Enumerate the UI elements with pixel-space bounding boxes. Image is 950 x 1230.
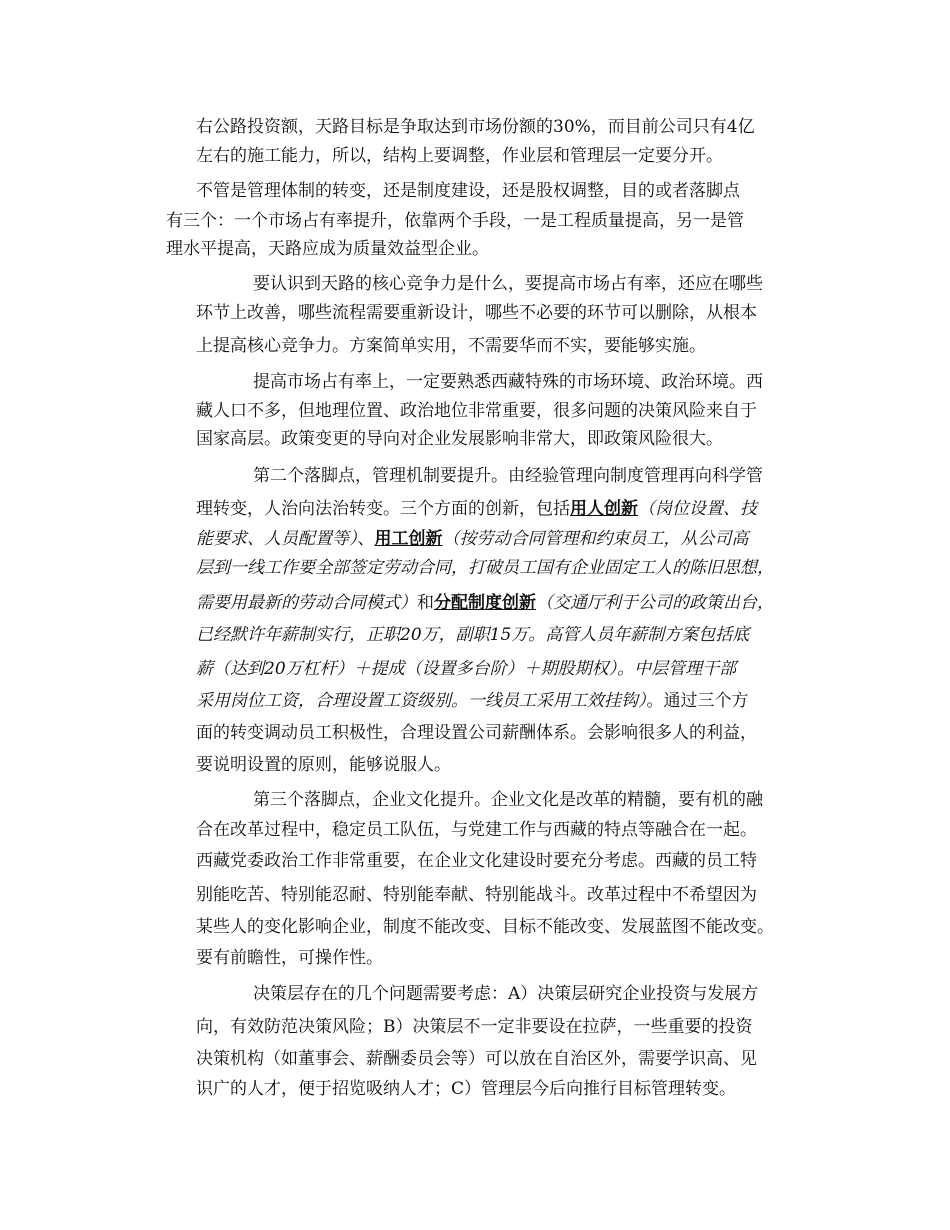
italic-note: （交通厅利于公司的政策出台， — [536, 593, 774, 613]
text-run: 提高市场占有率上，一定要熟悉西藏特殊的市场环境、政治环境。西 — [253, 372, 763, 392]
paragraph-line — [196, 658, 736, 680]
text-run: 环节上改善，哪些流程需要重新设计，哪些不必要的环节可以删除，从根本 — [196, 303, 757, 323]
italic-note: 薪（达到20万杠杆）＋提成（设置多台阶）＋期股期权）。中层管理干部 — [196, 659, 737, 679]
paragraph-line — [196, 1078, 736, 1100]
text-run: 识广的人才，便于招览吸纳人才；C）管理层今后向推行目标管理转变。 — [196, 1079, 737, 1099]
paragraph-line — [196, 335, 706, 357]
text-run: 西藏党委政治工作非常重要，在企业文化建设时要充分考虑。西藏的员工特 — [196, 851, 757, 871]
italic-note: 需要用最新的劳动合同模式） — [196, 593, 417, 613]
text-run: 第二个落脚点，管理机制要提升。由经验管理向制度管理再向科学管 — [253, 466, 763, 486]
paragraph-line — [196, 428, 723, 450]
paragraph-line — [196, 145, 723, 167]
text-run: 第三个落脚点，企业文化提升。企业文化是改革的精髓，要有机的融 — [253, 790, 763, 810]
paragraph-line — [196, 528, 749, 550]
text-run: 上提高核心竞争力。方案简单实用，不需要华而不实，要能够实施。 — [196, 336, 706, 356]
text-run: 要说明设置的原则，能够说服人。 — [196, 755, 451, 775]
italic-note: （按劳动合同管理和约束员工，从公司高 — [442, 529, 749, 549]
paragraph-line — [196, 302, 757, 324]
text-run: 、 — [357, 529, 375, 549]
text-run: 面的转变调动员工积极性，合理设置公司薪酬体系。会影响很多人的利益， — [196, 723, 757, 743]
paragraph-line — [253, 465, 763, 487]
text-run: 。通过三个方 — [646, 691, 749, 711]
paragraph-line — [253, 983, 758, 1005]
paragraph-line — [196, 690, 749, 712]
paragraph-line — [196, 819, 757, 841]
paragraph-line — [196, 884, 757, 906]
text-run: 有三个：一个市场占有率提升，依靠两个手段，一是工程质量提高，另一是管 — [166, 211, 744, 231]
paragraph-line — [196, 624, 749, 646]
text-run: 别能吃苦、特别能忍耐、特别能奉献、特别能战斗。改革过程中不希望因为 — [196, 885, 757, 905]
paragraph-line — [196, 1016, 753, 1038]
text-run: 不管是管理体制的转变，还是制度建设，还是股权调整，目的或者落脚点 — [196, 181, 740, 201]
text-run: 理水平提高，天路应成为质量效益型企业。 — [166, 239, 489, 259]
text-run: 藏人口不多，但地理位置、政治地位非常重要，很多问题的决策风险来自于 — [196, 401, 757, 421]
underlined-term: 用工创新 — [374, 529, 443, 549]
paragraph-line — [253, 789, 763, 811]
italic-note: 已经默许年薪制实行，正职20万，副职15万。高管人员年薪制方案包括底 — [196, 625, 750, 645]
paragraph-line — [196, 916, 774, 938]
text-run: 某些人的变化影响企业，制度不能改变、目标不能改变、发展蓝图不能改变。 — [196, 917, 774, 937]
text-run: 要认识到天路的核心竞争力是什么，要提高市场占有率，还应在哪些 — [253, 274, 763, 294]
text-run: 决策机构（如董事会、薪酬委员会等）可以放在自治区外，需要学识高、见 — [196, 1049, 757, 1069]
paragraph-line — [166, 238, 489, 260]
paragraph-line — [196, 400, 757, 422]
paragraph-line — [166, 210, 744, 232]
paragraph-line — [196, 850, 757, 872]
paragraph-line — [196, 1048, 757, 1070]
text-run: 合在改革过程中，稳定员工队伍，与党建工作与西藏的特点等融合在一起。 — [196, 820, 757, 840]
italic-note: 能要求、人员配置等） — [196, 529, 358, 549]
paragraph-line — [196, 947, 383, 969]
text-run: 要有前瞻性，可操作性。 — [196, 948, 383, 968]
paragraph-line — [196, 722, 757, 744]
underlined-term: 用人创新 — [570, 499, 638, 519]
text-run: 国家高层。政策变更的导向对企业发展影响非常大，即政策风险很大。 — [196, 429, 723, 449]
paragraph-line — [196, 116, 755, 138]
text-run: 右公路投资额，天路目标是争取达到市场份额的30%，而目前公司只有4亿 — [196, 117, 755, 137]
paragraph-line — [196, 557, 774, 579]
paragraph-line — [196, 592, 774, 614]
italic-note: 采用岗位工资，合理设置工资级别。一线员工采用工效挂钩） — [196, 691, 647, 711]
text-run: 左右的施工能力，所以，结构上要调整，作业层和管理层一定要分开。 — [196, 146, 723, 166]
text-run: 理转变，人治向法治转变。三个方面的创新，包括 — [196, 499, 570, 519]
italic-note: （岗位设置、技 — [638, 499, 757, 519]
paragraph-line — [196, 180, 740, 202]
italic-note: 层到一线工作要全部签定劳动合同，打破员工国有企业固定工人的陈旧思想， — [196, 558, 774, 578]
text-run: 向，有效防范决策风险；B）决策层不一定非要设在拉萨，一些重要的投资 — [196, 1017, 753, 1037]
text-run: 和 — [417, 593, 434, 613]
text-run: 决策层存在的几个问题需要考虑：A）决策层研究企业投资与发展方 — [253, 984, 759, 1004]
paragraph-line — [253, 273, 763, 295]
paragraph-line — [253, 371, 763, 393]
paragraph-line — [196, 498, 757, 520]
underlined-term: 分配制度创新 — [434, 593, 536, 613]
paragraph-line — [196, 754, 451, 776]
